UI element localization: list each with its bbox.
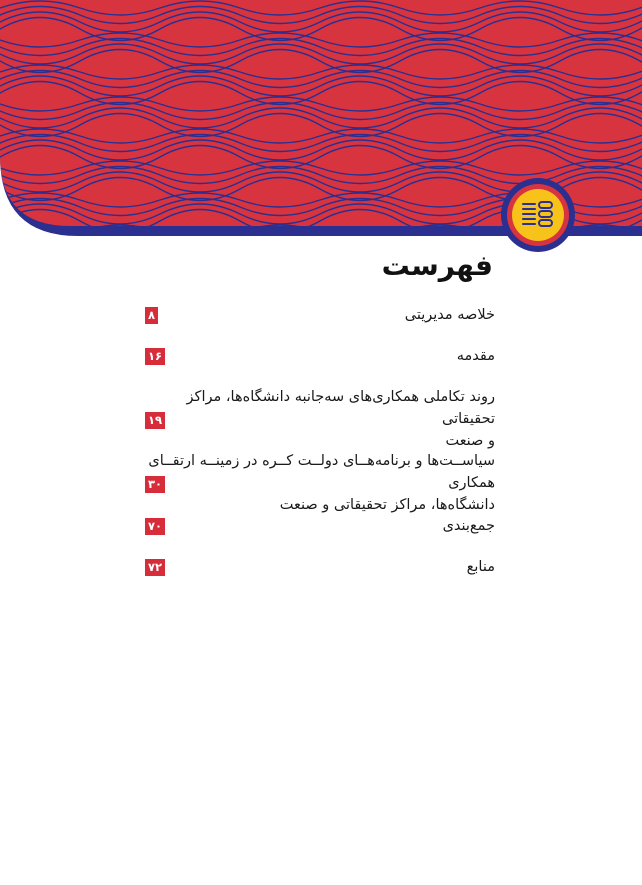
toc-entry-title: روند تکاملی همکاری‌های سه‌جانبه دانشگاه‌ها، مراکز تحقیقاتی (186, 389, 495, 427)
toc-entry[interactable] (145, 304, 495, 326)
toc-entry-title: جمع‌بندی (442, 518, 495, 534)
toc-entry[interactable] (145, 386, 495, 452)
toc-entry[interactable] (145, 556, 495, 578)
toc-entry-title-line2: و صنعت (445, 433, 495, 449)
toc-entry-title-line2: دانشگاه‌ها، مراکز تحقیقاتی و صنعت (279, 497, 495, 513)
page-number-badge: ۸ (145, 307, 158, 324)
page-number-badge: ۷۲ (145, 559, 165, 576)
page-number-badge: ۱۹ (145, 412, 165, 429)
toc-entry[interactable] (145, 345, 495, 367)
toc-entry[interactable] (145, 515, 495, 537)
toc-entry[interactable] (145, 450, 495, 516)
toc-entry-title: منابع (466, 559, 495, 575)
table-of-contents-icon (501, 178, 575, 252)
page-number-badge: ۷۰ (145, 518, 165, 535)
toc-entry-title: سیاســت‌ها و برنامه‌هــای دولــت کــره در زمینــه ارتقــای همکاری (148, 453, 495, 491)
list-icon-glyph (521, 201, 555, 229)
page-number-badge: ۳۰ (145, 476, 165, 493)
page-title: فهرست (381, 249, 493, 282)
page-number-badge: ۱۶ (145, 348, 165, 365)
toc-entry-title: خلاصه مدیریتی (404, 307, 495, 323)
toc-entry-title: مقدمه (456, 348, 495, 364)
